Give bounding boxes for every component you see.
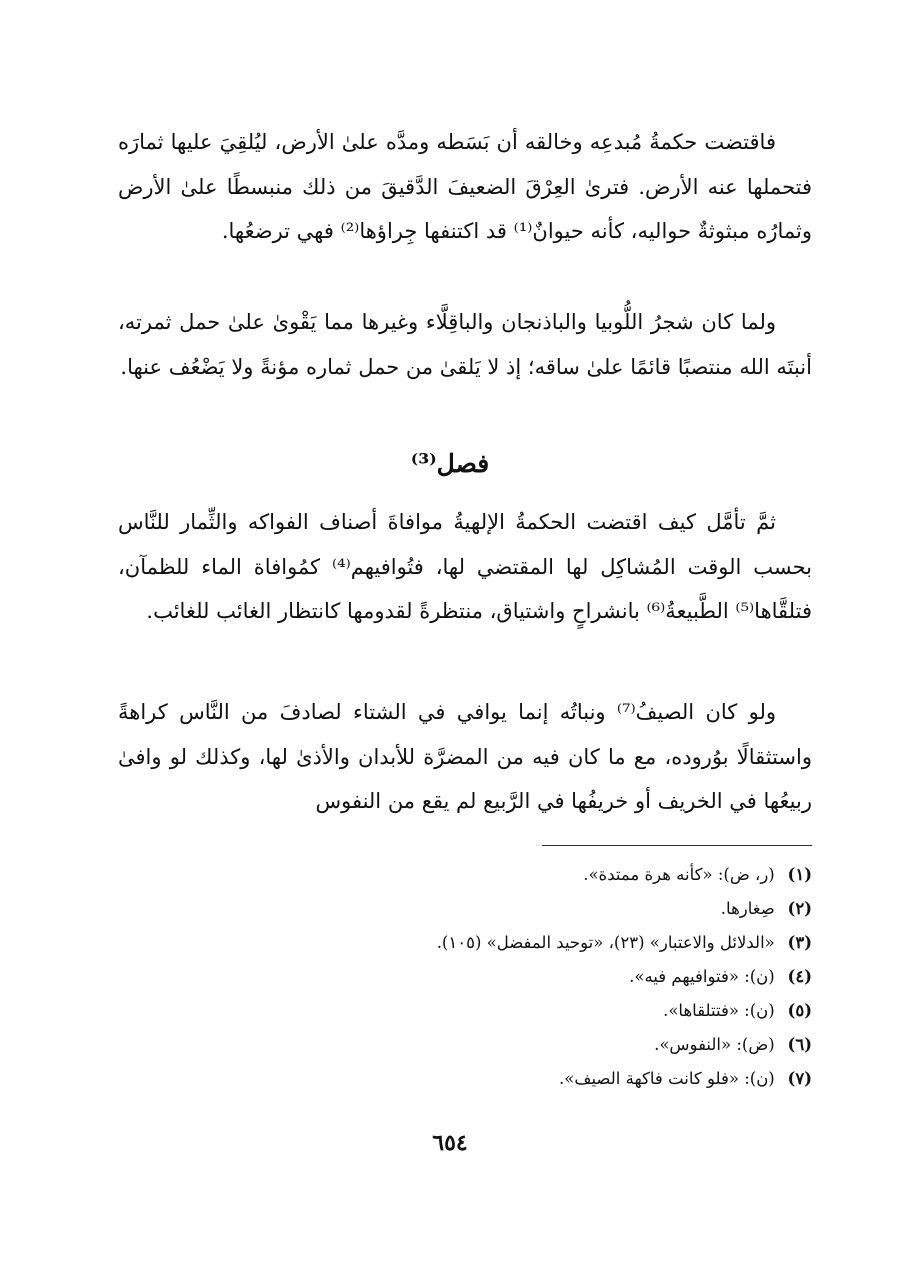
footnote-text: (ن): «فتتلقاها».: [663, 1001, 775, 1020]
footnote-number: (٧): [787, 1069, 812, 1088]
footnote-6: [118, 1028, 812, 1062]
paragraph-3: [118, 500, 812, 634]
paragraph-2-text: ولما كان شجرُ اللُّوبيا والباذنجان والباقِلَّاء وغيرها مما يَقْوىٰ علىٰ حمل ثمرته، أنبتَه الله منتصبًا قائمًا علىٰ ساقه؛ إذ لا يَلقىٰ من حمل ثماره مؤنةً ولا يَضْعُف عنها.: [118, 310, 812, 379]
footnotes-list: [118, 858, 812, 1096]
footnote-1: [118, 858, 812, 892]
paragraph-3-text: ثمَّ تأمَّل كيف اقتضت الحكمةُ الإلهيةُ موافاةَ أصناف الفواكه والثِّمار للنَّاس بحسب الوقت المُشاكِل لها المقتضي لها، فتُوافيهم⁽⁴⁾ كمُوافاة الماء للظمآن، فتلقَّاها⁽⁵⁾ الطَّبيعةُ⁽⁶⁾ بانشراحٍ واشتياق، منتظرةً لقدومها كانتظار الغائب للغائب.: [118, 510, 812, 623]
footnote-number: (٣): [787, 933, 812, 952]
section-heading: فصل⁽³⁾: [410, 449, 490, 478]
footnote-text: (ض): «النفوس».: [654, 1035, 775, 1054]
footnote-number: (١): [787, 865, 812, 884]
footnote-text: (ر، ض): «كأنه هرة ممتدة».: [583, 865, 775, 884]
footnote-number: (٦): [787, 1035, 812, 1054]
footnote-3: [118, 926, 812, 960]
paragraph-4-text: ولو كان الصيفُ⁽⁷⁾ ونباتُه إنما يوافي في الشتاء لصادفَ من النَّاس كراهةً واستثقالًا بوُروده، مع ما كان فيه من المضرَّة للأبدان والأذىٰ لها، وكذلك لو وافىٰ ربيعُها في الخريف أو خريفُها في الرَّبيع لم يقع من النفوس: [118, 700, 812, 813]
footnote-7: [118, 1062, 812, 1096]
footnote-text: (ن): «فلو كانت فاكهة الصيف».: [559, 1069, 775, 1088]
footnote-4: [118, 960, 812, 994]
paragraph-1-text: فاقتضت حكمةُ مُبدعِه وخالقه أن بَسَطه ومدَّه علىٰ الأرض، ليُلقِيَ عليها ثمارَه فتحملها عنه الأرض. فترىٰ العِرْقَ الضعيفَ الدَّقيقَ من ذلك منبسطًا علىٰ الأرض وثمارُه مبثوثةٌ حواليه، كأنه حيوانٌ⁽¹⁾ قد اكتنفها جِراؤها⁽²⁾ فهي ترضعُها.: [118, 130, 812, 243]
paragraph-1: [118, 120, 812, 254]
footnote-text: (ن): «فتوافيهم فيه».: [629, 967, 775, 986]
footnote-text: صِغارها.: [720, 899, 775, 918]
paragraph-2: [118, 300, 812, 389]
footnote-number: (٢): [787, 899, 812, 918]
footnote-text: «الدلائل والاعتبار» (٢٣)، «توحيد المفضل» (١٠٥).: [436, 933, 775, 952]
page-number: ٦٥٤: [432, 1130, 468, 1156]
footnote-2: [118, 892, 812, 926]
footnote-divider: [542, 845, 812, 846]
footnote-number: (٤): [787, 967, 812, 986]
footnote-5: [118, 994, 812, 1028]
paragraph-4: [118, 690, 812, 824]
footnote-number: (٥): [787, 1001, 812, 1020]
